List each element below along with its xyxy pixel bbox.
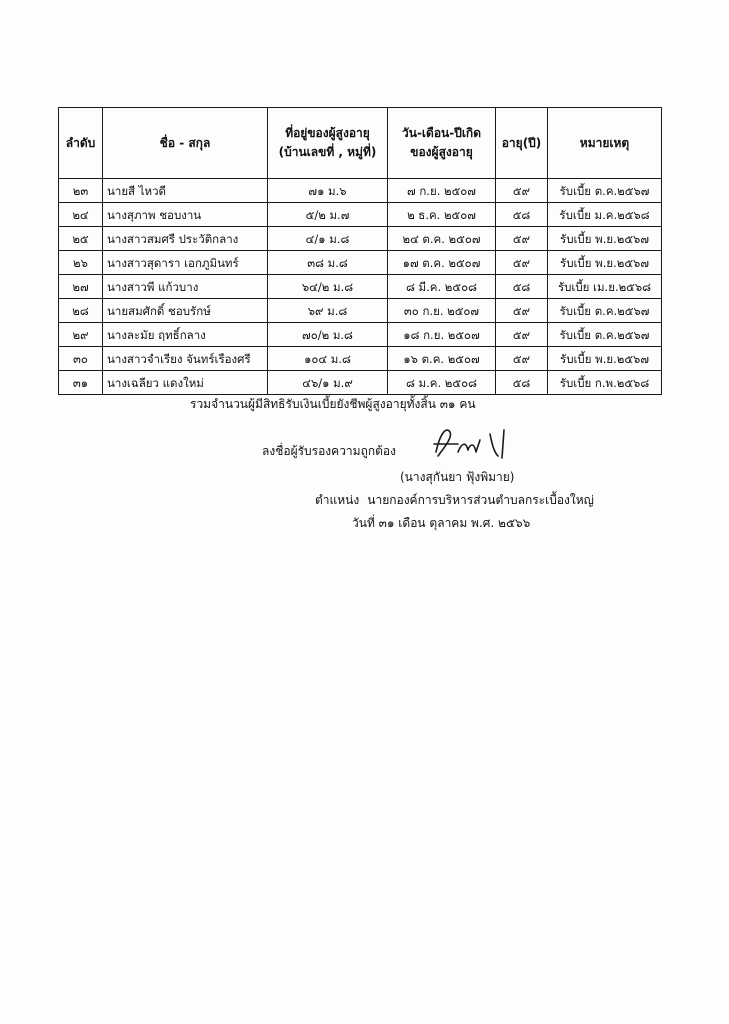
cell-address: ๗๑ ม.๖ bbox=[268, 179, 388, 203]
cell-address: ๖๙ ม.๘ bbox=[268, 299, 388, 323]
cell-seq: ๒๓ bbox=[59, 179, 103, 203]
position-title: นายกองค์การบริหารส่วนตำบลกระเบื้องใหญ่ bbox=[367, 493, 594, 507]
cell-age: ๕๘ bbox=[496, 371, 548, 395]
table-row bbox=[59, 323, 662, 347]
cell-name: นายสมศักดิ์ ชอบรักษ์ bbox=[103, 299, 268, 323]
cell-note: รับเบี้ย เม.ย.๒๕๖๘ bbox=[548, 275, 662, 299]
cell-seq: ๒๔ bbox=[59, 203, 103, 227]
cell-dob: ๓๐ ก.ย. ๒๕๐๗ bbox=[388, 299, 496, 323]
cell-address: ๔๖/๑ ม.๙ bbox=[268, 371, 388, 395]
cell-name: นางสาวสุดารา เอกภูมินทร์ bbox=[103, 251, 268, 275]
table-row bbox=[59, 275, 662, 299]
cell-note: รับเบี้ย พ.ย.๒๕๖๗ bbox=[548, 227, 662, 251]
elderly-allowance-table bbox=[58, 107, 662, 395]
cell-seq: ๓๑ bbox=[59, 371, 103, 395]
cell-name: นายสี ไหวดี bbox=[103, 179, 268, 203]
cell-seq: ๒๖ bbox=[59, 251, 103, 275]
table-row bbox=[59, 299, 662, 323]
header-address: ที่อยู่ของผู้สูงอายุ (บ้านเลขที่ , หมู่ที่) bbox=[268, 108, 388, 179]
cell-address: ๖๔/๒ ม.๘ bbox=[268, 275, 388, 299]
cell-seq: ๒๘ bbox=[59, 299, 103, 323]
cell-dob: ๘ มี.ค. ๒๕๐๘ bbox=[388, 275, 496, 299]
cell-age: ๕๘ bbox=[496, 275, 548, 299]
header-age: อายุ(ปี) bbox=[496, 108, 548, 179]
cell-dob: ๒๔ ต.ค. ๒๕๐๗ bbox=[388, 227, 496, 251]
cell-note: รับเบี้ย พ.ย.๒๕๖๗ bbox=[548, 251, 662, 275]
certification-label: ลงชื่อผู้รับรองความถูกต้อง bbox=[262, 444, 396, 458]
cell-age: ๕๙ bbox=[496, 299, 548, 323]
cell-note: รับเบี้ย ม.ค.๒๕๖๘ bbox=[548, 203, 662, 227]
cell-note: รับเบี้ย ต.ค.๒๕๖๗ bbox=[548, 299, 662, 323]
cell-dob: ๗ ก.ย. ๒๕๐๗ bbox=[388, 179, 496, 203]
cell-dob: ๑๗ ต.ค. ๒๕๐๗ bbox=[388, 251, 496, 275]
position-label: ตำแหน่ง bbox=[315, 493, 360, 507]
cell-address: ๗๐/๒ ม.๘ bbox=[268, 323, 388, 347]
summary-total: รวมจำนวนผู้มีสิทธิรับเงินเบี้ยยังชีพผู้สูงอายุทั้งสิ้น ๓๑ คน bbox=[190, 397, 476, 411]
header-note: หมายเหตุ bbox=[548, 108, 662, 179]
table-row bbox=[59, 179, 662, 203]
table-header-row bbox=[59, 108, 662, 179]
cell-age: ๕๙ bbox=[496, 179, 548, 203]
cell-note: รับเบี้ย ต.ค.๒๕๖๗ bbox=[548, 179, 662, 203]
cell-note: รับเบี้ย ต.ค.๒๕๖๗ bbox=[548, 323, 662, 347]
cell-age: ๕๙ bbox=[496, 251, 548, 275]
signature-date: วันที่ ๓๑ เดือน ตุลาคม พ.ศ. ๒๕๖๖ bbox=[352, 516, 531, 530]
cell-age: ๕๙ bbox=[496, 227, 548, 251]
cell-address: ๑๐๔ ม.๘ bbox=[268, 347, 388, 371]
header-name: ชื่อ - สกุล bbox=[103, 108, 268, 179]
cell-dob: ๒ ธ.ค. ๒๕๐๗ bbox=[388, 203, 496, 227]
signer-name: (นางสุกันยา ฟุ้งพิมาย) bbox=[400, 470, 515, 484]
cell-seq: ๒๗ bbox=[59, 275, 103, 299]
cell-note: รับเบี้ย พ.ย.๒๕๖๗ bbox=[548, 347, 662, 371]
cell-name: นางสาวสมศรี ประวัติกลาง bbox=[103, 227, 268, 251]
table-row bbox=[59, 251, 662, 275]
cell-age: ๕๙ bbox=[496, 323, 548, 347]
cell-name: นางสาวพี แก้วบาง bbox=[103, 275, 268, 299]
cell-address: ๓๘ ม.๘ bbox=[268, 251, 388, 275]
table-row bbox=[59, 203, 662, 227]
header-dob: วัน-เดือน-ปีเกิดของผู้สูงอายุ bbox=[388, 108, 496, 179]
table-row bbox=[59, 371, 662, 395]
header-seq: ลำดับ bbox=[59, 108, 103, 179]
table-row bbox=[59, 347, 662, 371]
cell-note: รับเบี้ย ก.พ.๒๕๖๘ bbox=[548, 371, 662, 395]
signer-position-line bbox=[315, 491, 594, 510]
cell-seq: ๓๐ bbox=[59, 347, 103, 371]
cell-name: นางสาวจำเรียง จันทร์เรืองศรี bbox=[103, 347, 268, 371]
cell-name: นางเฉลียว แดงใหม่ bbox=[103, 371, 268, 395]
cell-seq: ๒๙ bbox=[59, 323, 103, 347]
handwritten-signature bbox=[428, 422, 518, 467]
cell-address: ๔/๑ ม.๘ bbox=[268, 227, 388, 251]
cell-seq: ๒๕ bbox=[59, 227, 103, 251]
cell-dob: ๘ ม.ค. ๒๕๐๘ bbox=[388, 371, 496, 395]
cell-age: ๕๘ bbox=[496, 203, 548, 227]
cell-address: ๕/๒ ม.๗ bbox=[268, 203, 388, 227]
cell-dob: ๑๖ ต.ค. ๒๕๐๗ bbox=[388, 347, 496, 371]
table-row bbox=[59, 227, 662, 251]
cell-name: นางละมัย ฤทธิ์กลาง bbox=[103, 323, 268, 347]
cell-age: ๕๙ bbox=[496, 347, 548, 371]
cell-dob: ๑๘ ก.ย. ๒๕๐๗ bbox=[388, 323, 496, 347]
cell-name: นางสุภาพ ชอบงาน bbox=[103, 203, 268, 227]
